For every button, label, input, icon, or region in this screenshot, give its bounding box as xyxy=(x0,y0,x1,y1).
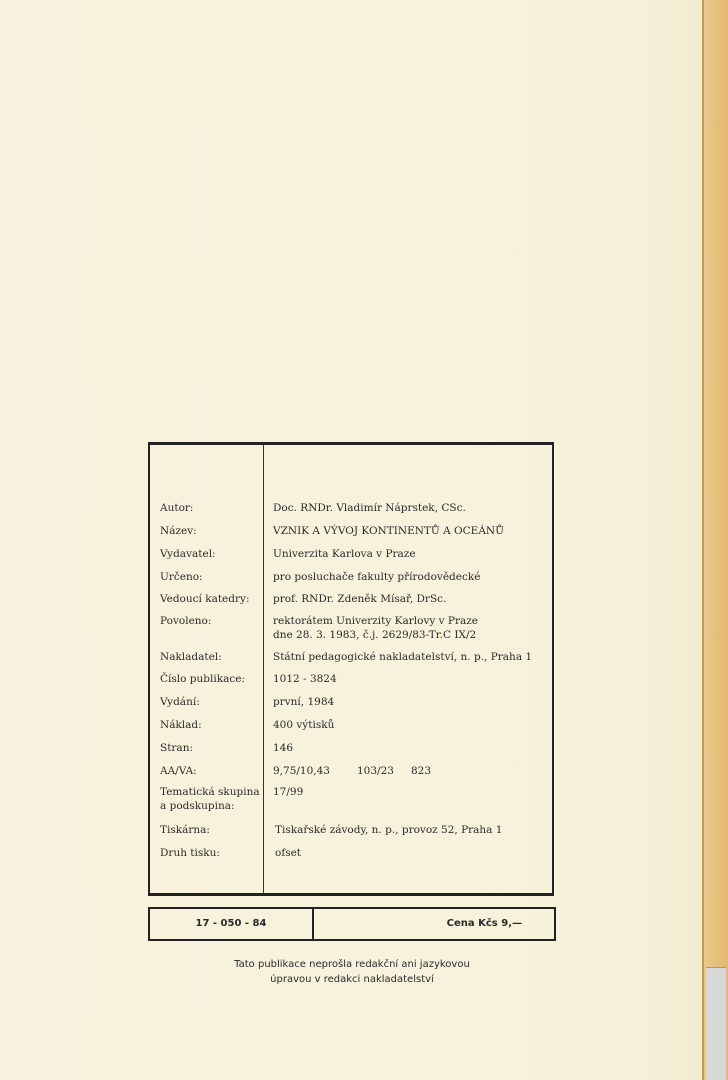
value-aa-va xyxy=(273,764,431,778)
value-autor: Doc. RNDr. Vladimír Náprstek, CSc. xyxy=(273,502,466,514)
label-tiskarna: Tiskárna: xyxy=(160,824,210,836)
label-nazev: Název: xyxy=(160,525,197,537)
value-naklad: 400 výtisků xyxy=(273,719,335,731)
value-tematicka-skupina: 17/99 xyxy=(273,786,304,798)
label-tematicka-skupina xyxy=(160,785,264,813)
value-povoleno xyxy=(273,614,478,642)
label-nakladatel: Nakladatel: xyxy=(160,651,222,663)
value-aa-va-c: 823 xyxy=(411,765,432,777)
label-autor: Autor: xyxy=(160,502,194,514)
value-cislo-publikace: 1012 - 3824 xyxy=(273,673,337,685)
value-aa-va-b: 103/23 xyxy=(357,765,394,777)
note-line1: Tato publikace neprošla redakční ani jazykovou xyxy=(234,959,470,970)
label-aa-va: AA/VA: xyxy=(160,765,197,777)
label-cislo-publikace: Číslo publikace: xyxy=(160,673,245,685)
label-urceno: Určeno: xyxy=(160,571,203,583)
editorial-note xyxy=(148,957,556,987)
value-nakladatel: Státní pedagogické nakladatelství, n. p., Praha 1 xyxy=(273,651,533,663)
label-vydavatel: Vydavatel: xyxy=(160,548,216,560)
note-line2: úpravou v redakci nakladatelství xyxy=(270,974,434,985)
label-tematicka-skupina-line1: Tematická skupina xyxy=(160,786,260,798)
value-stran: 146 xyxy=(273,742,294,754)
value-povoleno-line1: rektorátem Univerzity Karlovy v Praze xyxy=(273,615,479,627)
footer-divider xyxy=(312,909,314,939)
value-tiskarna: Tiskařské závody, n. p., provoz 52, Praha 1 xyxy=(275,824,503,836)
value-aa-va-a: 9,75/10,43 xyxy=(273,765,330,777)
label-stran: Stran: xyxy=(160,742,193,754)
label-druh-tisku: Druh tisku: xyxy=(160,847,220,859)
value-vedouci-katedry: prof. RNDr. Zdeněk Mísař, DrSc. xyxy=(273,593,447,605)
value-druh-tisku: ofset xyxy=(275,847,302,859)
imprint-table xyxy=(148,442,554,896)
footer-box xyxy=(148,907,556,941)
value-nazev: VZNIK A VÝVOJ KONTINENTŮ A OCEÁNŮ xyxy=(273,525,504,537)
label-povoleno: Povoleno: xyxy=(160,615,212,627)
label-vydani: Vydání: xyxy=(160,696,200,708)
price: Cena Kčs 9,— xyxy=(446,918,522,929)
value-vydavatel: Univerzita Karlova v Praze xyxy=(273,548,416,560)
page-edge xyxy=(702,0,728,1080)
label-naklad: Náklad: xyxy=(160,719,202,731)
value-vydani: první, 1984 xyxy=(273,696,335,708)
value-urceno: pro posluchače fakulty přírodovědecké xyxy=(273,571,481,583)
label-tematicka-skupina-line2: a podskupina: xyxy=(160,800,235,812)
label-vedouci-katedry: Vedoucí katedry: xyxy=(160,593,250,605)
publication-code: 17 - 050 - 84 xyxy=(195,918,267,929)
value-povoleno-line2: dne 28. 3. 1983, č.j. 2629/83-Tr.C IX/2 xyxy=(273,629,477,641)
